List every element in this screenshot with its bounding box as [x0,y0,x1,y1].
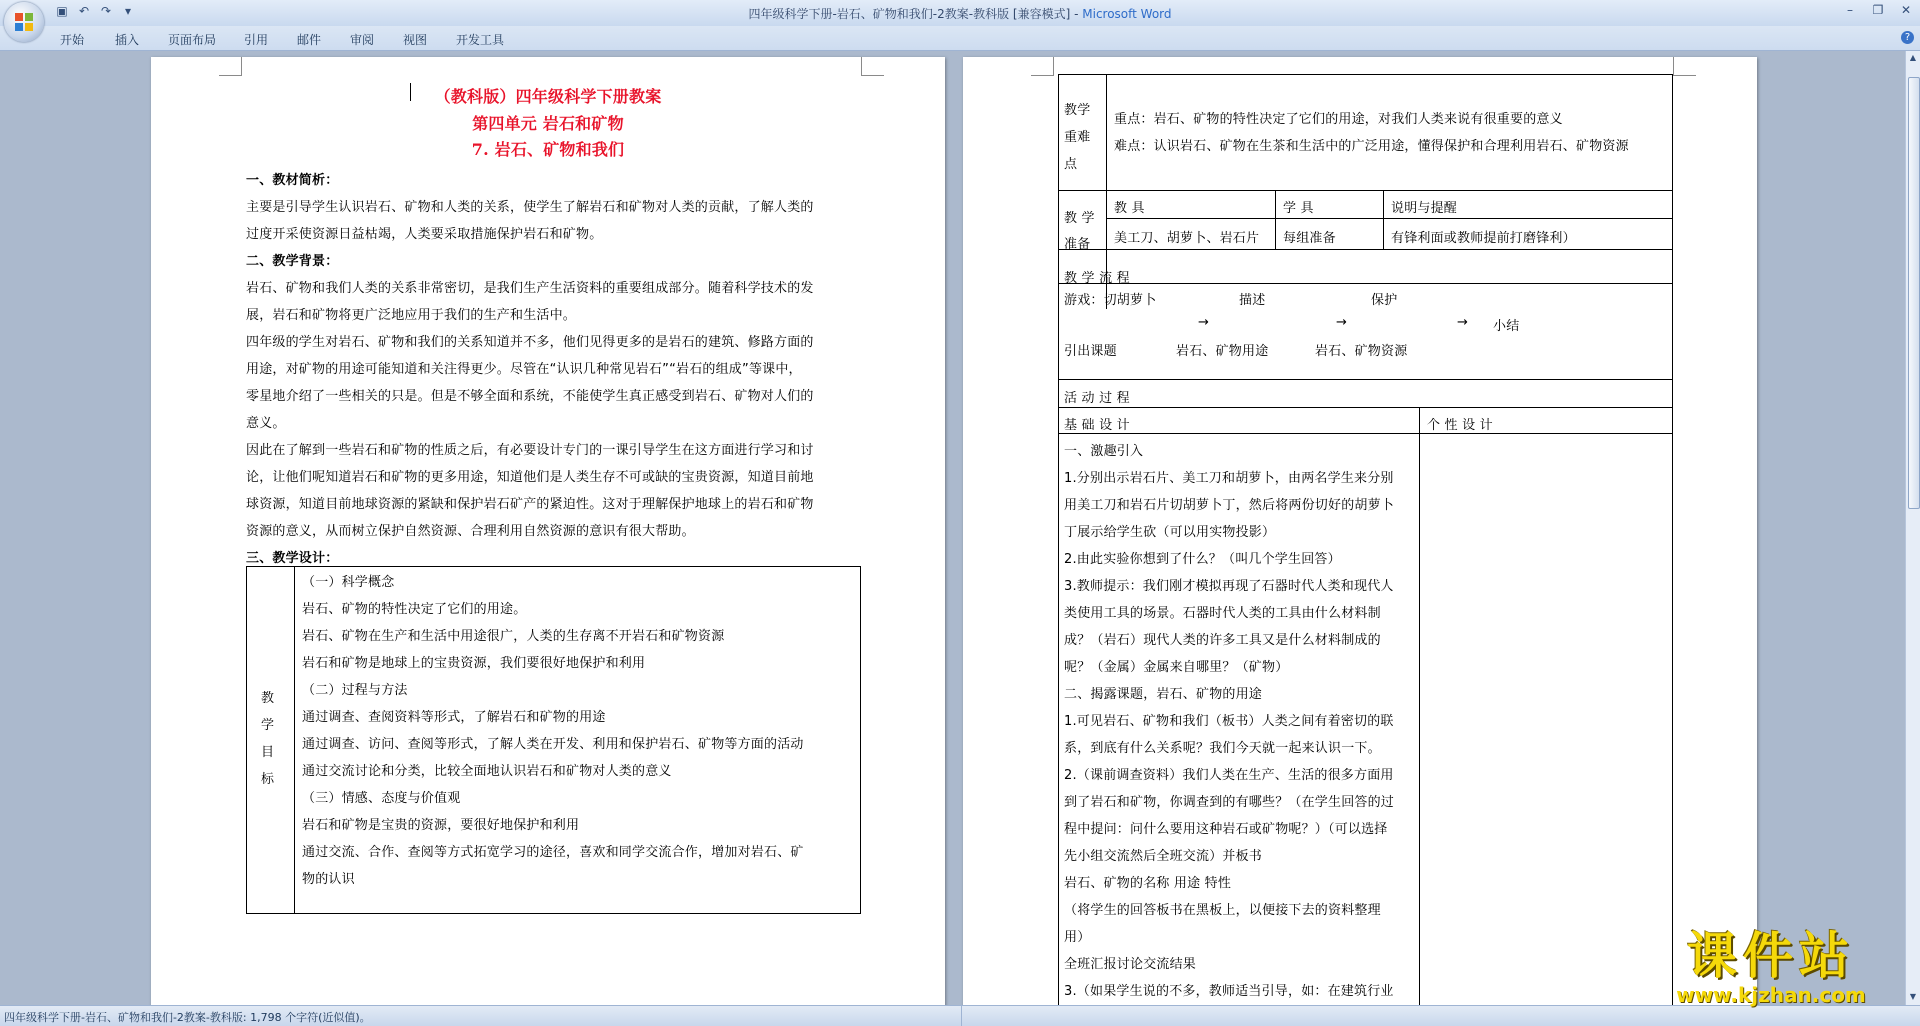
watermark-url: www.kjzhan.com [1676,983,1866,1007]
tab-page-layout[interactable]: 页面布局 [168,33,217,47]
activity-line: 1.可见岩石、矿物和我们（板书）人类之间有着密切的联 [1064,714,1394,729]
flow-step-intro: 引出课题 [1064,344,1117,359]
tab-references[interactable]: 引用 [244,33,269,47]
table-line: （一）科学概念 [302,575,395,590]
table-label: 点 [1064,157,1078,172]
vertical-scrollbar[interactable] [1905,51,1920,1005]
table-divider [1383,190,1384,249]
flow-step-protect: 保护 [1371,293,1398,308]
activity-line: 程中提问：问什么要用这种岩石或矿物呢？）（可以选择 [1064,822,1388,837]
table-label: 准备 [1064,237,1091,252]
activity-line: 用） [1064,930,1091,945]
flow-step-game: 游戏：切胡萝卜 [1064,293,1157,308]
tab-mailings[interactable]: 邮件 [297,33,322,47]
window-controls [1836,0,1920,20]
activity-line: 呢？（金属）金属来自哪里？（矿物） [1064,660,1289,675]
prep-header: 学 具 [1283,201,1314,216]
table-line: 通过交流、合作、查阅等方式拓宽学习的途径，喜欢和同学交流合作，增加对岩石、矿 [302,845,804,860]
table-line: 通过调查、查阅资料等形式，了解岩石和矿物的用途 [302,710,606,725]
table-line: 难点：认识岩石、矿物在生茶和生活中的广泛用途，懂得保护和合理利用岩石、矿物资源 [1114,139,1629,154]
personal-design-header: 个 性 设 计 [1427,418,1493,433]
tab-review[interactable]: 审阅 [350,33,375,47]
paragraph-line: 零星地介绍了一些相关的只是。但是不够全面和系统，不能使学生真正感受到岩石、矿物对人们的 [246,389,814,404]
table-line: 通过交流讨论和分类，比较全面地认识岩石和矿物对人类的意义 [302,764,672,779]
document-workspace [0,51,1906,1005]
undo-icon[interactable]: ↶ [78,4,90,18]
paragraph-line: 用途，对矿物的用途可能知道和关注得更少。尽管在“认识几种常见岩石”“岩石的组成”等课中， [246,362,802,377]
paragraph-line: 主要是引导学生认识岩石、矿物和人类的关系，使学生了解岩石和矿物对人类的贡献，了解人类的 [246,200,814,215]
row-divider [1058,433,1672,434]
table-label: 重难 [1064,130,1091,145]
doc-title: （教科版）四年级科学下册教案 [434,87,662,106]
title-bar [0,0,1920,26]
table-label: 目 [261,745,275,760]
activity-line: 二、揭露课题，岩石、矿物的用途 [1064,687,1263,702]
row-divider [1058,379,1672,380]
crop-mark [861,57,884,76]
table-label: 教学 [1064,103,1091,118]
table-line: 岩石和矿物是宝贵的资源，要很好地保护和利用 [302,818,580,833]
maximize-icon[interactable]: ❐ [1872,3,1884,17]
table-divider [294,566,295,913]
tab-view[interactable]: 视图 [403,33,428,47]
crop-mark [1031,57,1054,76]
flow-step-resource: 岩石、矿物资源 [1315,344,1408,359]
activity-line: 2.由此实验你想到了什么？（叫几个学生回答） [1064,552,1341,567]
watermark-logo-text: 课件站 [1687,926,1855,985]
flow-step-summary: 小结 [1493,319,1520,334]
flow-step-use: 岩石、矿物用途 [1176,344,1269,359]
row-divider [1058,407,1672,408]
app-name: Microsoft Word [1082,7,1172,21]
crop-mark [219,57,242,76]
unit-title: 第四单元 岩石和矿物 [472,114,624,133]
flow-title: 教 学 流 程 [1064,271,1130,286]
document-page-1[interactable] [151,57,945,1005]
document-title: 四年级科学下册-岩石、矿物和我们-2教案-教科版 [兼容模式] [748,7,1071,21]
save-icon[interactable]: ▣ [56,4,68,18]
activity-line: 到了岩石和矿物，你调查到的有哪些？（在学生回答的过 [1064,795,1395,810]
section-heading: 二、教学背景： [246,254,339,269]
table-divider [1419,407,1420,1005]
table-line: （三）情感、态度与价值观 [302,791,461,806]
tab-insert[interactable]: 插入 [115,33,140,47]
prep-header: 教 具 [1114,201,1145,216]
scroll-down-icon[interactable]: ▼ [1909,992,1917,1001]
table-line: 岩石、矿物在生产和生活中用途很广，人类的生存离不开岩石和矿物资源 [302,629,725,644]
activity-line: （将学生的回答板书在黑板上，以便接下去的资料整理 [1064,903,1381,918]
paragraph-line: 过度开采使资源日益枯竭，人类要采取措施保护岩石和矿物。 [246,227,603,242]
table-label: 标 [261,772,275,787]
table-line: 岩石、矿物的特性决定了它们的用途。 [302,602,527,617]
activity-line: 3.（如果学生说的不多，教师适当引导，如：在建筑行业 [1064,984,1394,999]
lesson-title: 7. 岩石、矿物和我们 [471,140,625,159]
customize-toolbar-icon[interactable]: ▾ [124,4,132,18]
activity-line: 一、激趣引入 [1064,444,1144,459]
ribbon-tabs [0,26,1920,51]
paragraph-line: 岩石、矿物和我们人类的关系非常密切，是我们生产生活资料的重要组成部分。随着科学技术的发 [246,281,814,296]
scrollbar-thumb[interactable] [1908,77,1920,509]
status-text: 四年级科学下册-岩石、矿物和我们-2教案-教科版: 1,798 个字符(近似值)。 [4,1011,371,1024]
section-heading: 一、教材简析： [246,173,339,188]
title-separator: - [1070,7,1083,21]
activity-line: 先小组交流然后全班交流）并板书 [1064,849,1263,864]
status-bar [0,1005,1920,1026]
basic-design-header: 基 础 设 计 [1064,418,1130,433]
paragraph-line: 展，岩石和矿物将更广泛地应用于我们的生产和生活中。 [246,308,577,323]
close-icon[interactable]: ✕ [1900,3,1912,17]
status-divider [961,1006,962,1026]
document-page-2[interactable] [963,57,1757,1005]
office-logo-icon [14,12,34,32]
prep-value: 每组准备 [1283,231,1336,246]
scroll-up-icon[interactable]: ▲ [1909,53,1917,62]
activity-line: 岩石、矿物的名称 用途 特性 [1064,876,1232,891]
activity-title: 活 动 过 程 [1064,391,1130,406]
activity-line: 系，到底有什么关系呢？我们今天就一起来认识一下。 [1064,741,1381,756]
site-watermark [1656,928,1886,1010]
paragraph-line: 论，让他们呢知道岩石和矿物的更多用途，知道他们是人类生存不可或缺的宝贵资源，知道目前地 [246,470,814,485]
redo-icon[interactable]: ↷ [100,4,112,18]
paragraph-line: 四年级的学生对岩石、矿物和我们的关系知道并不多，他们见得更多的是岩石的建筑、修路方面的 [246,335,814,350]
activity-line: 2.（课前调查资料）我们人类在生产、生活的很多方面用 [1064,768,1394,783]
table-line: 物的认识 [302,872,355,887]
activity-line: 成？（岩石）现代人类的许多工具又是什么材料制成的 [1064,633,1381,648]
table-line: 重点：岩石、矿物的特性决定了它们的用途，对我们人类来说有很重要的意义 [1114,112,1563,127]
activity-line: 3.教师提示：我们刚才模拟再现了石器时代人类和现代人 [1064,579,1394,594]
paragraph-line: 意义。 [246,416,286,431]
paragraph-line: 球资源，知道目前地球资源的紧缺和保护岩石矿产的紧迫性。这对于理解保护地球上的岩石和矿物 [246,497,814,512]
row-divider [1058,249,1672,250]
table-label: 教 学 [1064,211,1095,226]
flow-arrow-icon: → [1457,315,1469,330]
activity-line: 全班汇报讨论交流结果 [1064,957,1197,972]
minimize-icon[interactable]: – [1847,3,1853,17]
paragraph-line: 资源的意义，从而树立保护自然资源、合理利用自然资源的意识有很大帮助。 [246,524,695,539]
flow-arrow-icon: → [1336,315,1348,330]
table-label: 学 [261,718,275,733]
activity-line: 丁展示给学生砍（可以用实物投影） [1064,525,1276,540]
prep-value: 有锋利面或教师提前打磨锋利） [1391,231,1576,246]
tab-home[interactable]: 开始 [60,33,85,47]
office-button[interactable] [4,2,44,42]
activity-line: 类使用工具的场景。石器时代人类的工具由什么材料制 [1064,606,1381,621]
paragraph-line: 因此在了解到一些岩石和矿物的性质之后，有必要设计专门的一课引导学生在这方面进行学习和讨 [246,443,814,458]
table-label: 教 [261,691,275,706]
row-divider [1058,190,1672,191]
prep-value: 美工刀、胡萝卜、岩石片 [1114,231,1260,246]
table-line: 岩石和矿物是地球上的宝贵资源，我们要很好地保护和利用 [302,656,646,671]
flow-step-describe: 描述 [1239,293,1266,308]
table-line: 通过调查、访问、查阅等形式，了解人类在开发、利用和保护岩石、矿物等方面的活动 [302,737,804,752]
prep-header: 说明与提醒 [1391,201,1458,216]
activity-line: 1.分别出示岩石片、美工刀和胡萝卜，由两名学生来分别 [1064,471,1394,486]
activity-line: 用美工刀和岩石片切胡萝卜丁，然后将两份切好的胡萝卜 [1064,498,1395,513]
tab-developer[interactable]: 开发工具 [456,33,505,47]
flow-arrow-icon: → [1198,315,1210,330]
table-line: （二）过程与方法 [302,683,408,698]
help-icon[interactable]: ? [1901,31,1914,44]
table-divider [1275,190,1276,249]
row-divider [1058,283,1672,284]
window-title [0,5,1920,22]
crop-mark [1673,57,1696,76]
row-divider [1106,218,1672,219]
section-heading: 三、教学设计： [246,551,339,566]
